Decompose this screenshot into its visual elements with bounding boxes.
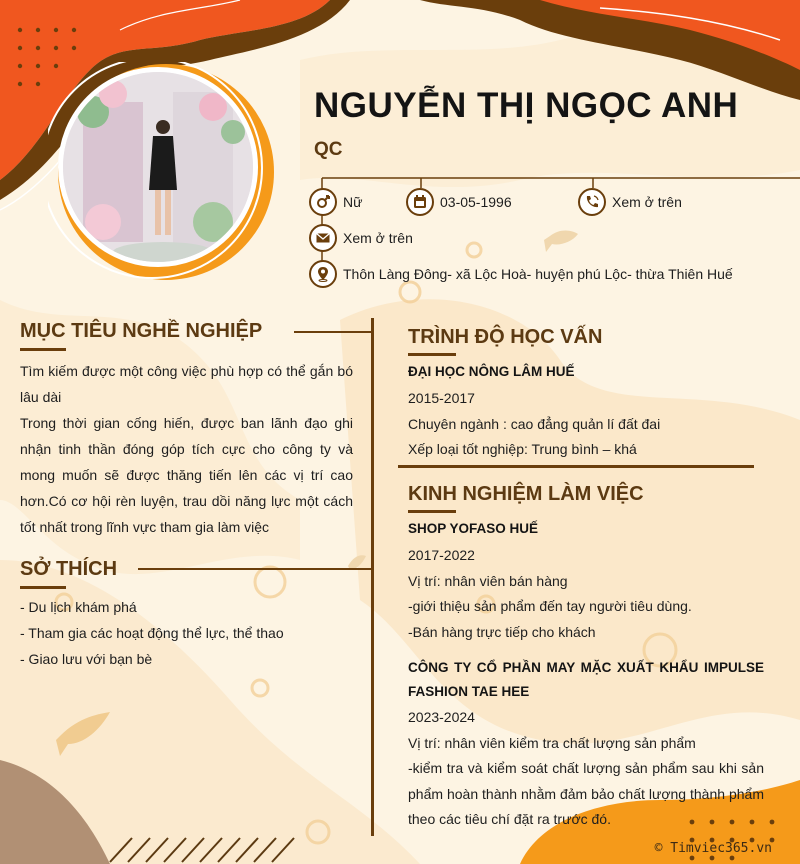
list-item: - Du lịch khám phá — [20, 599, 137, 615]
experience-underline — [408, 510, 456, 513]
watermark: © Timviec365.vn — [654, 841, 772, 856]
company-name: SHOP YOFASO HUẾ — [408, 521, 539, 536]
hobbies-list — [20, 594, 353, 672]
education-underline — [408, 353, 456, 356]
education-period: 2015-2017 — [408, 390, 475, 406]
dob-value: 03-05-1996 — [440, 194, 512, 210]
info-address — [309, 260, 733, 288]
education-divider — [398, 465, 754, 468]
location-icon — [309, 260, 337, 288]
education-block — [408, 360, 764, 463]
job-title: QC — [314, 139, 343, 160]
hobbies-underline — [20, 586, 66, 589]
job-period: 2017-2022 — [408, 547, 475, 563]
avatar — [58, 67, 258, 267]
phone-icon — [578, 188, 606, 216]
objective-paragraph-2: Trong thời gian cống hiến, được ban lãnh đạo ghi nhận tinh thần đóng góp tích cực cho công ty và mong muốn sẽ được thăng tiến lên các vị trí cao hơn.Có cơ hội rèn luyện, trau dồi năng lực một cách tốt nhất trong lĩnh vực tham gia làm việc — [20, 415, 353, 535]
hobbies-heading: SỞ THÍCH — [20, 558, 118, 580]
education-major: Chuyên ngành : cao đẳng quản lí đất đai — [408, 415, 661, 432]
candidate-name: NGUYỄN THỊ NGỌC ANH — [314, 86, 739, 125]
experience-heading: KINH NGHIỆM LÀM VIỆC — [408, 483, 644, 505]
column-divider — [371, 318, 374, 836]
job-line: -Bán hàng trực tiếp cho khách — [408, 623, 596, 640]
objective-heading-rule — [294, 331, 374, 333]
experience-job-1 — [408, 517, 764, 645]
phone-value: Xem ở trên — [612, 194, 682, 210]
education-heading: TRÌNH ĐỘ HỌC VẤN — [408, 326, 603, 348]
objective-paragraph-1: Tìm kiếm được một công việc phù hợp có thể gắn bó lâu dài — [20, 363, 353, 405]
objective-heading: MỤC TIÊU NGHỀ NGHIỆP — [20, 320, 263, 342]
gender-icon — [309, 188, 337, 216]
info-email — [309, 224, 413, 252]
school-name: ĐẠI HỌC NÔNG LÂM HUẾ — [408, 364, 575, 379]
calendar-icon — [406, 188, 434, 216]
job-line: Vị trí: nhân viên bán hàng — [408, 572, 568, 589]
objective-underline — [20, 348, 66, 351]
experience-job-2 — [408, 656, 764, 833]
info-gender — [309, 188, 362, 216]
email-icon — [309, 224, 337, 252]
hobbies-heading-rule — [138, 568, 374, 570]
email-value: Xem ở trên — [343, 230, 413, 246]
address-value: Thôn Làng Đông- xã Lộc Hoà- huyện phú Lộc- thừa Thiên Huế — [343, 266, 733, 282]
job-period: 2023-2024 — [408, 709, 475, 725]
gender-value: Nữ — [343, 194, 363, 210]
job-line: -giới thiệu sản phẩm đến tay người tiêu dùng. — [408, 598, 692, 614]
profile-photo — [63, 72, 253, 262]
company-name: CÔNG TY CỔ PHẦN MAY MẶC XUẤT KHẨU IMPULSE FASHION TAE HEE — [408, 660, 764, 699]
list-item: - Giao lưu với bạn bè — [20, 651, 153, 667]
job-line: Vị trí: nhân viên kiểm tra chất lượng sản phẩm — [408, 734, 696, 751]
education-grade: Xếp loại tốt nghiệp: Trung bình – khá — [408, 441, 637, 457]
list-item: - Tham gia các hoạt động thể lực, thể thao — [20, 625, 284, 641]
objective-text — [20, 358, 353, 540]
info-phone — [578, 188, 682, 216]
job-line: -kiểm tra và kiểm soát chất lượng sản phẩm sau khi sản phẩm hoàn thành nhằm đảm bảo chất lượng thành phẩm theo các tiêu chí đặt ra trước đó. — [408, 760, 764, 827]
info-dob — [406, 188, 512, 216]
